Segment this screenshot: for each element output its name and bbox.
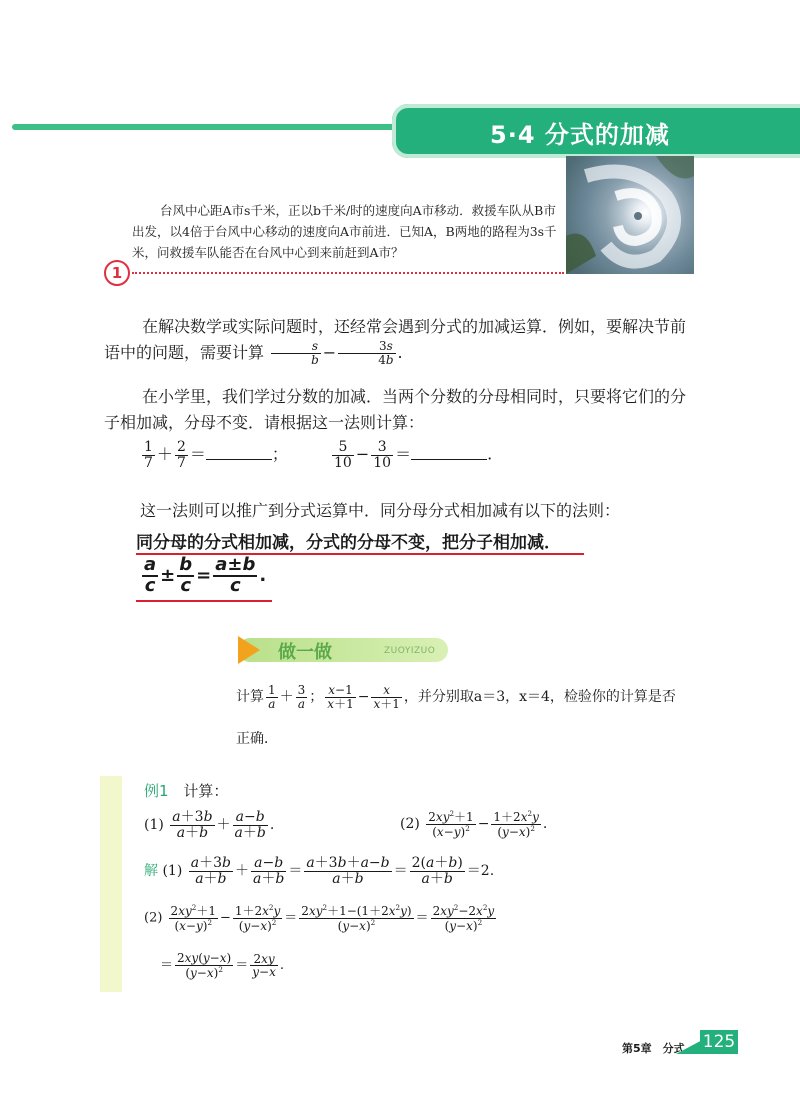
formula-underline	[136, 600, 272, 602]
paragraph-1: 在解决数学或实际问题时，还经常会遇到分式的加减运算．例如，要解决节前语中的问题，需要计算 $\frac{s}{b}$ − $\frac{3s}{4b}$ .	[104, 317, 687, 367]
fraction-3-over-a: $\frac{3}{a}$	[297, 683, 306, 711]
example-problem-2: (2) $\frac{2xy^2+1}{(x-y)^2}$ − $\frac{1+2x^2y}{(y-x)^2}$ .	[400, 809, 548, 839]
fraction-1-over-a: $\frac{1}{a}$	[268, 683, 276, 711]
do-it-title: 做一做	[278, 642, 332, 663]
typhoon-swirl-graphic	[566, 156, 694, 274]
fraction-1-2x2y: $\frac{1+2x^2y}{(y-x)^2}$	[234, 903, 281, 933]
fraction-1-2x2y: $\frac{1+2x^2y}{(y-x)^2}$	[493, 809, 539, 839]
fraction-s-over-b: $\frac{s}{b}$	[271, 340, 321, 366]
example-problem-1: (1) $\frac{a+3b}{a+b}$ ＋ $\frac{a-b}{a+b}$ .	[144, 809, 275, 841]
exercise-fractions-2: $\frac{5}{10}$ − $\frac{3}{10}$ ＝ .	[334, 439, 493, 471]
solution-part-2: (2) $\frac{2xy^2+1}{(x-y)^2}$ − $\frac{1+2x^2y}{(y-x)^2}$ ＝ $\frac{2xy^2+1-(1+2x^2y)}{(y-x)^2}$ ＝ $\frac{2xy^2-2x^2y}{(y-x)^2}$	[144, 903, 495, 933]
do-it-exercise: 计算 $\frac{1}{a}$ ＋ $\frac{3}{a}$ ； $\frac{x-1}{x+1}$ − $\frac{x}{x+1}$ ，并分别取a＝3，x＝4，检验你的计算是否	[236, 683, 676, 711]
typhoon-satellite-image	[566, 156, 694, 274]
paragraph-1-text: 在解决数学或实际问题时，还经常会遇到分式的加减运算．例如，要解决节前语中的问题，需要计算	[104, 317, 687, 362]
section-marker: 1	[104, 260, 130, 286]
do-it-text: ，并分别取a＝3，x＝4，检验你的计算是否	[403, 689, 676, 706]
fraction-a-b-over-ab: $\frac{a-b}{a+b}$	[234, 809, 266, 841]
chapter-label: 第5章 分式	[622, 1042, 685, 1055]
fraction-result: $\frac{2xy}{y-x}$	[252, 951, 276, 980]
fraction-3-10: $\frac{3}{10}$	[373, 439, 392, 471]
fraction-a3b-over-ab: $\frac{a+3b}{a+b}$	[172, 809, 213, 841]
fraction-2xy2-1: $\frac{2xy^2+1}{(x-y)^2}$	[428, 809, 474, 839]
fraction-a3b-over-ab: $\frac{a+3b}{a+b}$	[190, 855, 231, 887]
example-prompt: 计算：	[183, 782, 229, 800]
fraction-2xy2-1: $\frac{2xy^2+1}{(x-y)^2}$	[170, 903, 216, 933]
fraction-a-b-over-ab: $\frac{a-b}{a+b}$	[252, 855, 285, 887]
fraction-a-over-c: $\frac{a}{c}$	[144, 554, 157, 596]
do-it-subtitle: ZUOYIZUO	[384, 646, 436, 656]
fraction-5-10: $\frac{5}{10}$	[334, 439, 352, 471]
answer-blank[interactable]	[411, 459, 487, 460]
fraction-2-7: $\frac{2}{7}$	[176, 439, 186, 471]
rule-formula: $\frac{a}{c}$ ± $\frac{b}{c}$ = $\frac{a\pm b}{c}$ .	[144, 554, 267, 596]
do-it-text-end: 正确．	[236, 731, 278, 747]
play-arrow-icon	[238, 636, 260, 664]
example-label: 例1	[144, 782, 169, 800]
page-number: 125	[700, 1030, 738, 1054]
fraction-2-ab-over-ab: $\frac{2(a+b)}{a+b}$	[411, 855, 463, 887]
example-margin-bar	[100, 776, 122, 992]
fraction-a-pm-b-over-c: $\frac{a\pm b}{c}$	[215, 554, 256, 596]
intro-paragraph: 台风中心距A市s千米，正以b千米/时的速度向A市移动．救援车队从B市出发，以4倍于台风中心移动的速度向A市前进．已知A，B两地的路程为3s千米，问救援车队能否在台风中心到来前赶到A市？	[132, 203, 557, 260]
dotted-divider	[132, 272, 564, 274]
example-heading	[144, 780, 228, 801]
fraction-factored: $\frac{2xy(y-x)}{(y-x)^2}$	[177, 951, 232, 980]
rule-statement: 同分母的分式相加减，分式的分母不变，把分子相加减．	[136, 533, 561, 553]
fraction-1-7: $\frac{1}{7}$	[144, 439, 153, 471]
fraction-x-over-x-1: $\frac{x}{x+1}$	[373, 683, 400, 711]
do-it-prefix: 计算	[236, 689, 264, 706]
rule-underline	[136, 553, 584, 555]
exercise-fractions-1: $\frac{1}{7}$ ＋ $\frac{2}{7}$ ＝ ；	[144, 439, 288, 471]
fraction-3s-over-4b: $\frac{3s}{4b}$	[338, 340, 395, 366]
section-title: 5·4 分式的加减	[490, 121, 670, 149]
solution-part-2-continued: ＝ $\frac{2xy(y-x)}{(y-x)^2}$ ＝ $\frac{2xy}{y-x}$ .	[160, 951, 284, 980]
paragraph-3: 这一法则可以推广到分式运算中．同分母分式相加减有以下的法则：	[140, 501, 621, 520]
solution-label: 解	[144, 863, 158, 880]
solution-part-1: 解 (1) $\frac{a+3b}{a+b}$ ＋ $\frac{a-b}{a+b}$ ＝ $\frac{a+3b+a-b}{a+b}$ ＝ $\frac{2(a+b)}{a+b}$ ＝2.	[144, 855, 495, 887]
fraction-combined-2: $\frac{2xy^2+1-(1+2x^2y)}{(y-x)^2}$	[301, 903, 412, 933]
fraction-x-1-over-x-1: $\frac{x-1}{x+1}$	[327, 683, 354, 711]
paragraph-2: 在小学里，我们学过分数的加减．当两个分数的分母相同时，只要将它们的分子相加减，分母不变．请根据这一法则计算：	[104, 387, 687, 432]
header-rule	[12, 124, 396, 130]
fraction-combined-numerator: $\frac{a+3b+a-b}{a+b}$	[306, 855, 390, 887]
fraction-simplified-2: $\frac{2xy^2-2x^2y}{(y-x)^2}$	[432, 903, 495, 933]
fraction-b-over-c: $\frac{b}{c}$	[179, 554, 193, 596]
answer-blank[interactable]	[206, 459, 272, 460]
